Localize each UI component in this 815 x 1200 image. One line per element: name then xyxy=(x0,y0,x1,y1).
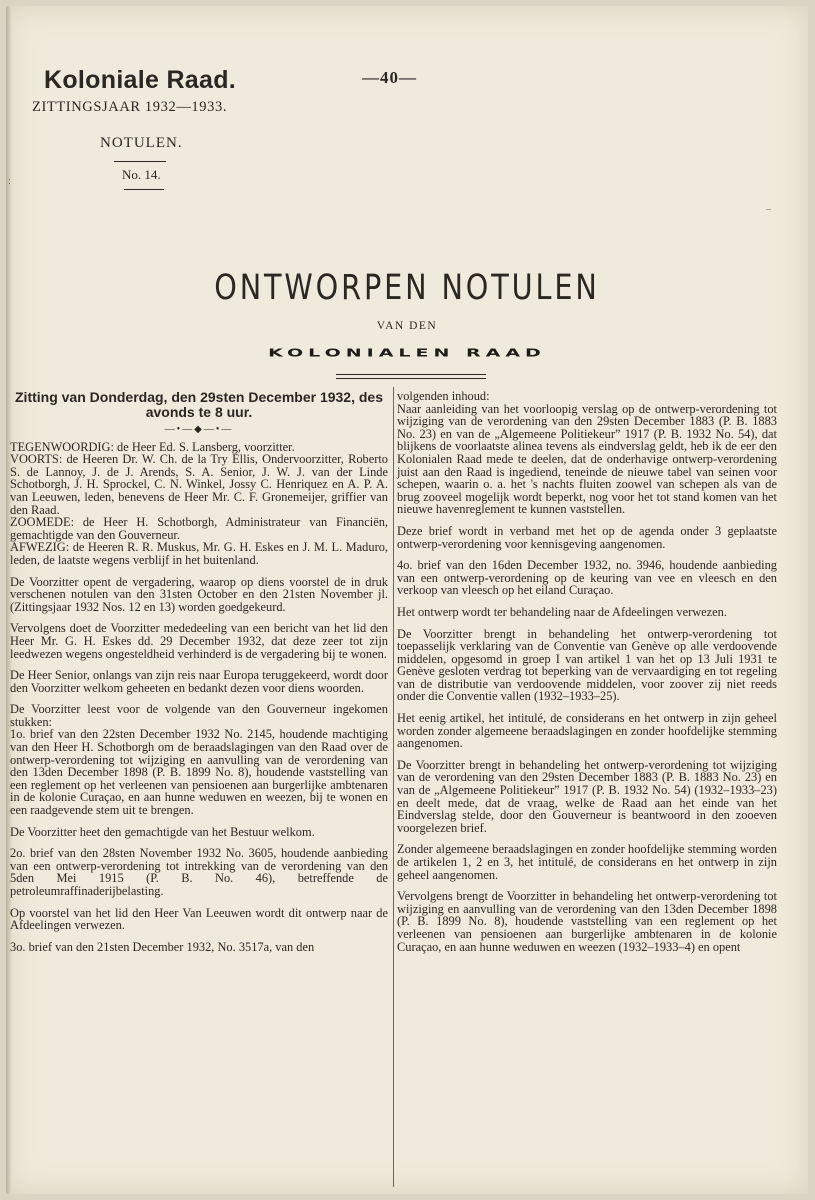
page-number: —40— xyxy=(362,68,417,87)
paragraph: Zonder algemeene beraadslagingen en zonder hoofdelijke stemming worden de artikelen 1, 2 en 3, het intitulé, de considerans en het ontwerp in zijn geheel aangenomen. xyxy=(397,842,777,882)
document-title: ONTWORPEN NOTULEN xyxy=(214,268,600,308)
column-divider xyxy=(393,387,394,1187)
left-column xyxy=(10,390,388,962)
document-page xyxy=(6,6,808,1194)
paragraph: De Voorzitter brengt in behandeling het ontwerp-verordening tot toepasselijk verklaring van de Conventie van Genève op alle verdoovende middelen, opgesomd in groep I van artikel 1 van het op 13 Juli 1931 te Genève gesloten verdrag tot beperking van de vervaardiging en tot regeling van de distributie van verdoovende middelen, voor zoover zij niet reeds onder die Conventie vallen (1932–1933–25). xyxy=(397,626,777,704)
paragraph: De Voorzitter leest voor de volgende van den Gouverneur ingekomen stukken: xyxy=(10,702,388,729)
paragraph: VOORTS: de Heeren Dr. W. Ch. de la Try Ellis, Ondervoorzitter, Roberto S. de Lannoy, J. de J. Arends, S. A. Senior, J. W. J. van der Linde Schotborgh, J. H. Sprockel, C. N. Winkel, Jossy C. Henriquez en A. P. A. van Leeuwen, leden, benevens de Heer Mr. C. F. Gronemeijer, griffier van den Raad. xyxy=(10,452,388,517)
notulen-label: NOTULEN. xyxy=(100,135,183,151)
paragraph: 1o. brief van den 22sten December 1932 No. 2145, houdende machtiging van den Heer H. Schotborgh om de beraadslagingen van den Raad over de ontwerp-verordening tot wijziging en aanvulling van de verordening van den 13den December 1898 (P. B. 1899 No. 8), houdende vaststelling van een reglement op het verleenen van pensioenen aan burgerlijke ambtenaren in de kolonie Curaçao, en aan hunne weduwen en weezen, bij te wonen en een raadgevende stem uit te brengen. xyxy=(10,727,388,818)
paragraph: 2o. brief van den 28sten November 1932 No. 3605, houdende aanbieding van een ontwerp-verordening tot intrekking van de verordening van den 5den Mei 1915 (P. B. No. 46), betreffende de petroleumraffinaderijbelasting. xyxy=(10,846,388,898)
council-banner: KOLONIALEN RAAD xyxy=(268,346,546,360)
paragraph: AFWEZIG: de Heeren R. R. Muskus, Mr. G. H. Eskes en J. M. L. Maduro, leden, de laatste wegens verblijf in het buitenland. xyxy=(10,540,388,567)
paragraph: Naar aanleiding van het voorloopig verslag op de ontwerp-verordening tot wijziging van de verordening van den 29sten December 1883 (P. B. 1883 No. 23) en van de „Algemeene Politiekeur” 1917 (P. B. 1932 No. 54), dat blijkens de voorlaatste alinea tevens als eindverslag geldt, heb ik de eer den Kolonialen Raad mede te deelen, dat de onderhavige ontwerp-verordening juist aan den Raad is ingediend, teneinde de nieuwe tabel van seinen voor schepen, waarin o. a. het 's nachts fluiten zoowel van schepen als van de brug zooveel mogelijk wordt beperkt, nog voor het tot stand komen van het nieuwe havenreglement te kunnen vaststellen. xyxy=(397,401,777,517)
double-rule xyxy=(336,374,486,379)
session-year: ZITTINGSJAAR 1932—1933. xyxy=(32,99,228,115)
session-heading: Zitting van Donderdag, den 29sten December 1932, des avonds te 8 uur. xyxy=(15,389,383,420)
title-connector: VAN DEN xyxy=(376,320,438,332)
paragraph: Het eenig artikel, het intitulé, de considerans en het ontwerp in zijn geheel worden zonder algemeene beraadslagingen en zonder hoofdelijke stemming aangenomen. xyxy=(397,711,777,751)
paragraph: volgenden inhoud: xyxy=(397,389,490,403)
ornament: —•—◆—•— xyxy=(164,424,234,435)
divider xyxy=(124,189,164,190)
paragraph: Het ontwerp wordt ter behandeling naar de Afdeelingen verwezen. xyxy=(397,604,727,619)
paragraph: De Voorzitter opent de vergadering, waarop op diens voorstel de in druk verschenen notulen van den 31sten October en den 21sten November jl. (Zittingsjaar 1932 Nos. 12 en 13) worden goedgekeurd. xyxy=(10,574,388,614)
publication-title: Koloniale Raad. xyxy=(44,66,237,94)
scan-mark: – xyxy=(766,204,771,215)
divider xyxy=(114,161,166,162)
right-column xyxy=(397,390,777,962)
paragraph: De Voorzitter heet den gemachtigde van het Bestuur welkom. xyxy=(10,824,315,839)
paragraph: ZOOMEDE: de Heer H. Schotborgh, Administrateur van Financiën, gemachtigde van den Gouverneur. xyxy=(10,515,388,542)
paragraph: Op voorstel van het lid den Heer Van Leeuwen wordt dit ontwerp naar de Afdeelingen verwezen. xyxy=(10,905,388,933)
paragraph: 3o. brief van den 21sten December 1932, No. 3517a, van den xyxy=(10,939,315,954)
issue-number: No. 14. xyxy=(122,167,161,182)
paragraph: De Heer Senior, onlangs van zijn reis naar Europa teruggekeerd, wordt door den Voorzitter welkom geheeten en bedankt dezen voor diens woorden. xyxy=(10,668,388,695)
paragraph: Vervolgens brengt de Voorzitter in behandeling het ontwerp-verordening tot wijziging en aanvulling van de verordening van den 13den December 1898 (P. B. 1899 No. 8), houdende vaststelling van een reglement op het verleenen van pensioenen aan burgerlijke ambtenaren in de kolonie Curaçao, en aan hunne weduwen en weezen (1932–1933–4) en opent xyxy=(397,889,777,954)
paragraph: 4o. brief van den 16den December 1932, no. 3946, houdende aanbieding van een ontwerp-verordening op de keuring van vee en vleesch en den verkoop van vleesch op het eiland Curaçao. xyxy=(397,558,777,598)
paragraph: Vervolgens doet de Voorzitter mededeeling van een bericht van het lid den Heer Mr. G. H. Eskes dd. 29 December 1932, dat deze zeer tot zijn leedwezen wegens ongesteldheid verhinderd is de vergadering bij te wonen. xyxy=(10,621,388,661)
paragraph: TEGENWOORDIG: de Heer Ed. S. Lansberg, voorzitter. xyxy=(10,439,295,454)
paragraph: Deze brief wordt in verband met het op de agenda onder 3 geplaatste ontwerp-verordening voor kennisgeving aangenomen. xyxy=(397,523,777,551)
scan-mark: : xyxy=(8,176,11,187)
paragraph: De Voorzitter brengt in behandeling het ontwerp-verordening tot wijziging van de verordening van den 29sten December 1883 (P. B. 1883 No. 23) en van de „Algemeene Politiekeur” 1917 (P. B. 1932 No. 54) (1932–1933–23) en deelt mede, dat de vraag, welke de Raad aan het einde van het Eindverslag stelde, door den Gouverneur is beantwoord in den zooeven voorgelezen brief. xyxy=(397,757,777,835)
